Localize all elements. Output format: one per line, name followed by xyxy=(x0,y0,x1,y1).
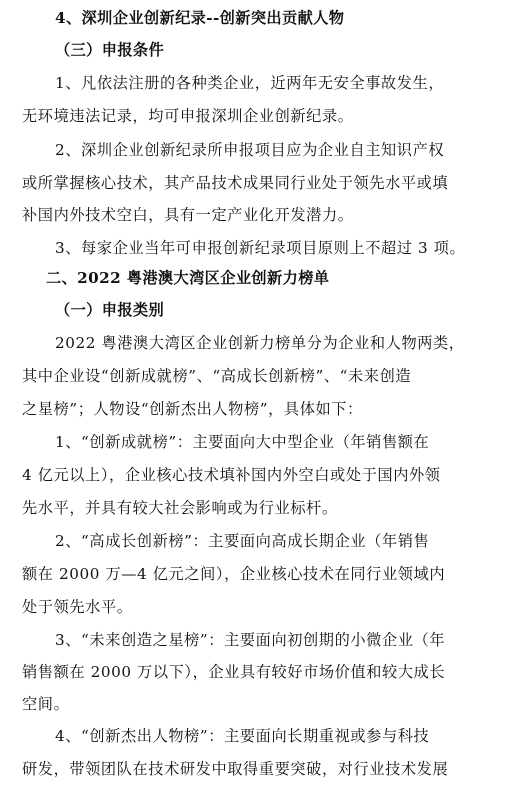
paragraph-line: 空间。 xyxy=(22,695,70,713)
paragraph-line: 3、每家企业当年可申报创新纪录项目原则上不超过 3 项。 xyxy=(55,239,466,257)
paragraph-line: 其中企业设“创新成就榜”、“高成长创新榜”、“未来创造 xyxy=(22,367,412,385)
paragraph-line: 1、凡依法注册的各种类企业，近两年无安全事故发生， xyxy=(55,74,445,92)
item-heading-4: 4、深圳企业创新纪录--创新突出贡献人物 xyxy=(55,9,345,27)
section-heading-1: （一）申报类别 xyxy=(55,301,165,319)
paragraph-line: 无环境违法记录，均可申报深圳企业创新纪录。 xyxy=(22,107,354,125)
paragraph-line: 研发，带领团队在技术研发中取得重要突破，对行业技术发展 xyxy=(22,760,449,778)
paragraph-line: 补国内外技术空白，具有一定产业化开发潜力。 xyxy=(22,206,354,224)
paragraph-line: 之星榜”；人物设“创新杰出人物榜”，具体如下： xyxy=(22,400,363,418)
paragraph-line: 或所掌握核心技术，其产品技术成果同行业处于领先水平或填 xyxy=(22,174,449,192)
section-heading-3: （三）申报条件 xyxy=(55,41,165,59)
paragraph-line: 处于领先水平。 xyxy=(22,598,133,616)
paragraph-line: 1、“创新成就榜”：主要面向大中型企业（年销售额在 xyxy=(55,433,430,451)
paragraph-line: 销售额在 2000 万以下），企业具有较好市场价值和较大成长 xyxy=(22,663,446,681)
paragraph-line: 先水平，并具有较大社会影响或为行业标杆。 xyxy=(22,499,338,517)
paragraph-line: 2022 粤港澳大湾区企业创新力榜单分为企业和人物两类， xyxy=(55,334,465,352)
paragraph-line: 2、“高成长创新榜”：主要面向高成长期企业（年销售 xyxy=(55,532,430,550)
chapter-heading-2: 二、2022 粤港澳大湾区企业创新力榜单 xyxy=(46,269,330,287)
paragraph-line: 3、“未来创造之星榜”：主要面向初创期的小微企业（年 xyxy=(55,631,446,649)
paragraph-line: 4、“创新杰出人物榜”：主要面向长期重视或参与科技 xyxy=(55,727,430,745)
paragraph-line: 2、深圳企业创新纪录所申报项目应为企业自主知识产权 xyxy=(55,141,445,159)
paragraph-line: 额在 2000 万—4 亿元之间），企业核心技术在同行业领域内 xyxy=(22,565,446,583)
paragraph-line: 4 亿元以上），企业核心技术填补国内外空白或处于国内外领 xyxy=(22,466,441,484)
